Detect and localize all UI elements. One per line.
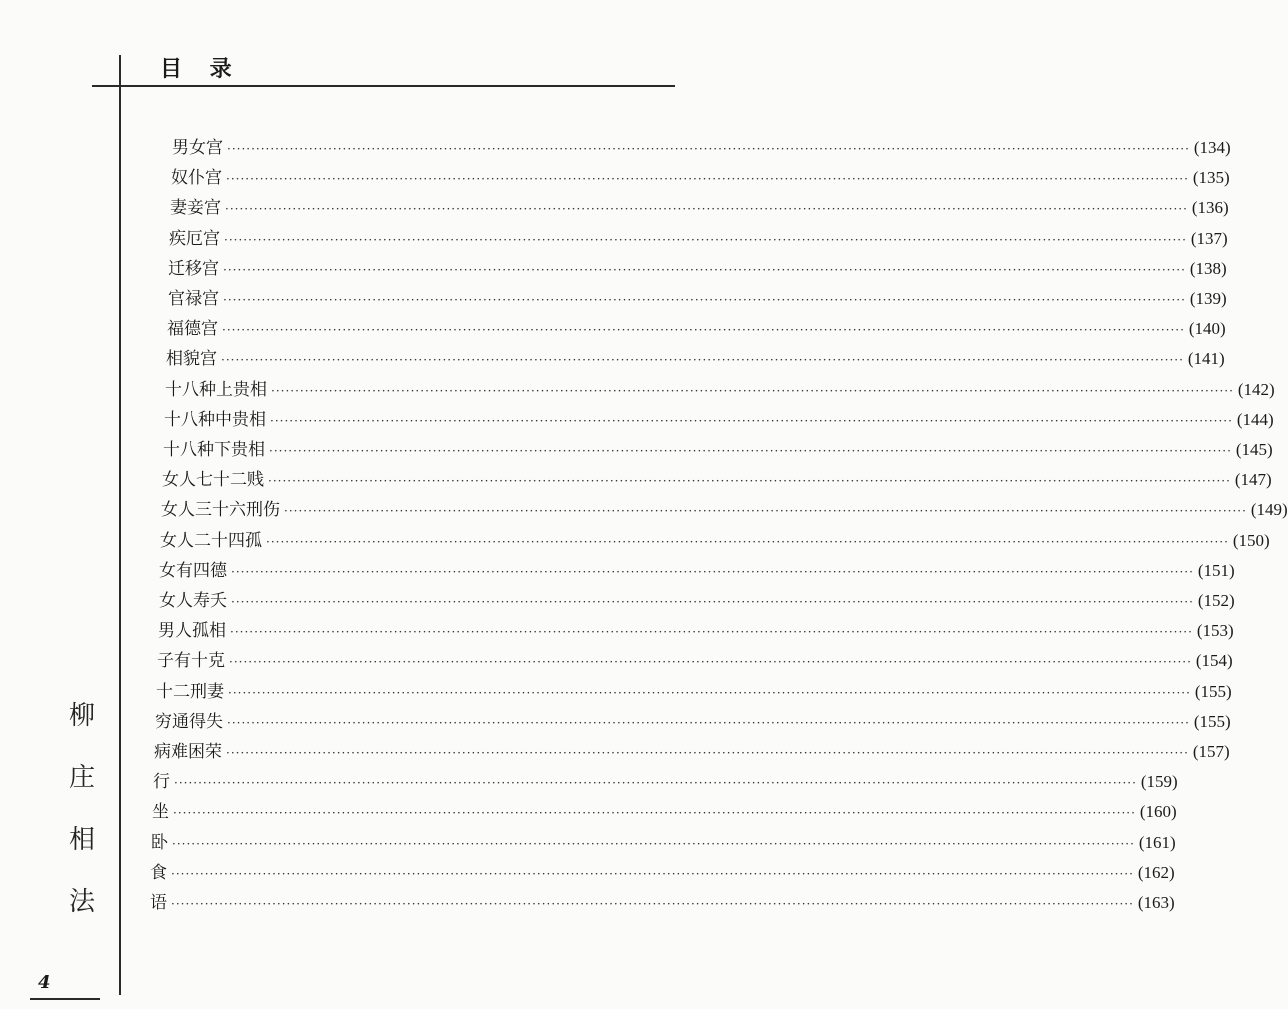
toc-leader-dots: ········································································································································································································ [231,565,1194,579]
toc-entry-title: 妻妾宫 [170,198,221,218]
page-number: 4 [38,972,51,993]
toc-entry-page: (144) [1236,410,1274,429]
toc-entry-page: (136) [1191,198,1229,217]
toc-entry [159,556,1235,581]
toc-leader-dots: ········································································································································································································ [229,655,1192,669]
toc-entry-page: (159) [1140,772,1178,791]
toc-entry [150,858,1175,883]
toc-entry-title: 坐 [152,802,169,822]
toc-entry [157,646,1233,671]
toc-entry-title: 福德宫 [167,319,218,339]
toc-entry [155,707,1231,732]
header-rule [92,85,675,87]
toc-leader-dots: ········································································································································································································ [226,746,1189,760]
toc-entry-title: 女人寿夭 [159,591,227,611]
toc-entry [171,163,1230,188]
toc-entry-page: (151) [1197,561,1235,580]
toc-entry-title: 女人二十四孤 [160,531,262,551]
toc-entry [169,224,1228,249]
toc-entry-page: (145) [1235,440,1273,459]
toc-entry-page: (135) [1192,168,1230,187]
toc-leader-dots: ········································································································································································································ [173,806,1136,820]
toc-entry-title: 病难困荣 [154,742,222,762]
toc-entry-page: (154) [1195,651,1233,670]
toc-leader-dots: ········································································································································································································ [174,776,1137,790]
toc-entry [158,616,1234,641]
side-title-char: 法 [68,887,95,917]
toc-entry [163,435,1273,460]
toc-entry [153,767,1178,792]
toc-entry-title: 十八种下贵相 [163,440,265,460]
margin-vertical-rule [119,55,121,995]
toc-leader-dots: ········································································································································································································ [227,142,1190,156]
toc-entry-page: (134) [1193,138,1231,157]
toc-entry-title: 男女宫 [172,138,223,158]
toc-entry-page: (161) [1138,833,1176,852]
toc-leader-dots: ········································································································································································································ [221,353,1184,367]
toc-entry-page: (138) [1189,259,1227,278]
toc-leader-dots: ········································································································································································································ [227,716,1190,730]
toc-leader-dots: ········································································································································································································ [223,263,1186,277]
toc-leader-dots: ········································································································································································································ [230,625,1193,639]
toc-entry-page: (153) [1196,621,1234,640]
toc-entry-page: (150) [1232,531,1270,550]
toc-entry-title: 卧 [151,833,168,853]
toc-entry-title: 女人七十二贱 [162,470,264,490]
toc-entry-page: (152) [1197,591,1235,610]
toc-entry-title: 语 [150,893,167,913]
toc-leader-dots: ········································································································································································································ [171,867,1134,881]
toc-entry-page: (147) [1234,470,1272,489]
side-title-char: 庄 [68,763,95,793]
toc-entry [168,254,1227,279]
toc-entry-title: 官禄宫 [168,289,219,309]
toc-entry-title: 奴仆宫 [171,168,222,188]
toc-entry-title: 女人三十六刑伤 [161,500,280,520]
toc-entry-title: 子有十克 [157,651,225,671]
toc-entry [151,828,1176,853]
toc-entry-title: 穷通得失 [155,712,223,732]
toc-entry [154,737,1230,762]
toc-entry-page: (149) [1250,500,1288,519]
toc-entry [152,797,1177,822]
page-title: 目 录 [160,56,242,82]
side-title-char: 柳 [68,701,95,731]
toc-entry [167,314,1226,339]
toc-entry-title: 食 [150,863,167,883]
toc-leader-dots: ········································································································································································································ [223,293,1186,307]
toc-leader-dots: ········································································································································································································ [225,202,1188,216]
toc-leader-dots: ········································································································································································································ [284,504,1247,518]
toc-entry-title: 相貌宫 [166,349,217,369]
toc-entry-page: (155) [1194,682,1232,701]
toc-entry-page: (137) [1190,229,1228,248]
toc-entry [161,495,1288,520]
toc-leader-dots: ········································································································································································································ [268,474,1231,488]
toc-entry-page: (162) [1137,863,1175,882]
toc-entry-page: (160) [1139,802,1177,821]
toc-entry [170,193,1229,218]
toc-entry-page: (141) [1187,349,1225,368]
side-title-char: 相 [68,825,95,855]
toc-entry-page: (163) [1137,893,1175,912]
toc-entry-page: (140) [1188,319,1226,338]
toc-leader-dots: ········································································································································································································ [271,384,1234,398]
toc-entry-title: 十八种中贵相 [164,410,266,430]
toc-leader-dots: ········································································································································································································ [224,233,1187,247]
toc-leader-dots: ········································································································································································································ [270,414,1233,428]
toc-entry-page: (142) [1237,380,1275,399]
toc-leader-dots: ········································································································································································································ [269,444,1232,458]
toc-entry-title: 行 [153,772,170,792]
toc-entry [164,405,1274,430]
toc-leader-dots: ········································································································································································································ [228,686,1191,700]
toc-entry-page: (155) [1193,712,1231,731]
toc-entry-page: (157) [1192,742,1230,761]
toc-entry-title: 迁移宫 [168,259,219,279]
toc-entry-page: (139) [1189,289,1227,308]
toc-entry [150,888,1175,913]
toc-entry [160,526,1270,551]
toc-entry-title: 十八种上贵相 [165,380,267,400]
toc-leader-dots: ········································································································································································································ [172,837,1135,851]
toc-entry-title: 疾厄宫 [169,229,220,249]
toc-entry-title: 男人孤相 [158,621,226,641]
side-book-title [62,685,102,933]
toc-leader-dots: ········································································································································································································ [266,535,1229,549]
toc-leader-dots: ········································································································································································································ [171,897,1134,911]
toc-leader-dots: ········································································································································································································ [222,323,1185,337]
toc-entry [172,133,1231,158]
toc-entry-title: 十二刑妻 [156,682,224,702]
toc-entry [166,344,1225,369]
toc-leader-dots: ········································································································································································································ [231,595,1194,609]
toc-leader-dots: ········································································································································································································ [226,172,1189,186]
toc-entry [162,465,1272,490]
toc-entry [168,284,1227,309]
toc-entry [159,586,1235,611]
toc-entry [156,677,1232,702]
toc-entry-title: 女有四德 [159,561,227,581]
toc-entry [165,375,1275,400]
